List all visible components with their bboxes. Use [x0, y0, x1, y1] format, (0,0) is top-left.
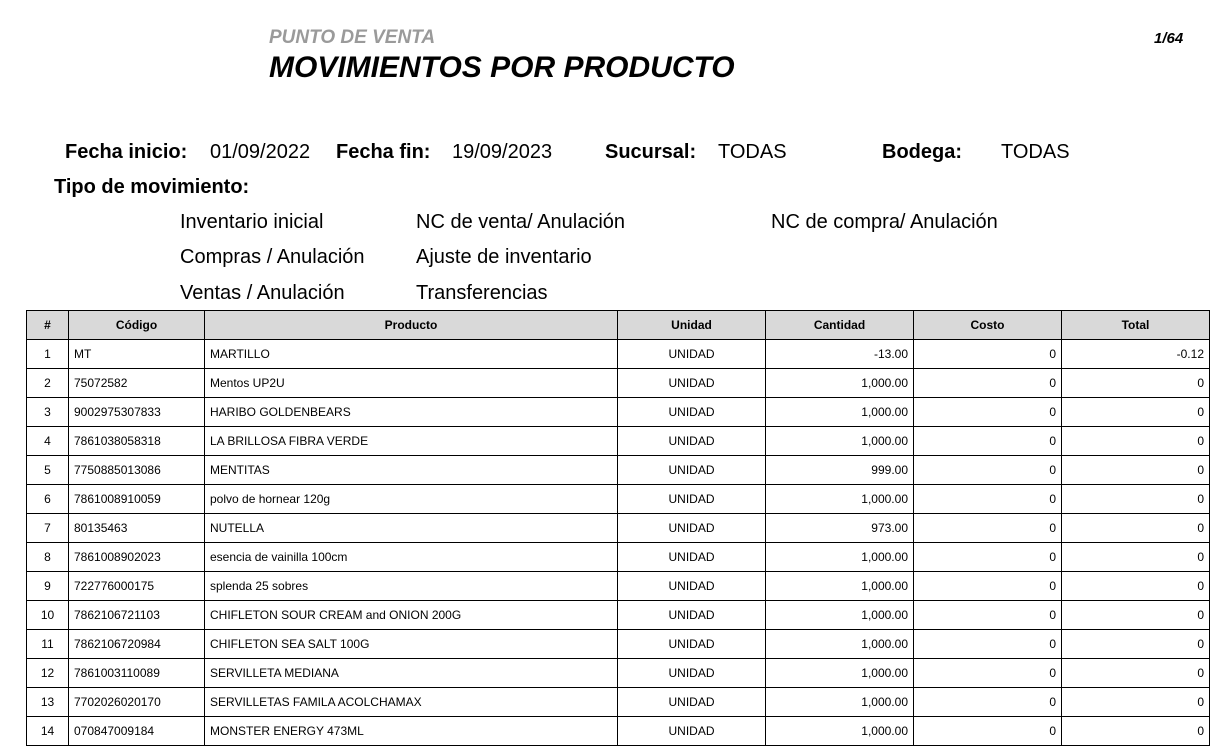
col-header-producto: Producto	[205, 311, 618, 340]
cell-unidad: UNIDAD	[618, 630, 766, 659]
table-body	[27, 340, 1210, 746]
fecha-inicio-label: Fecha inicio:	[65, 141, 188, 163]
cell-unidad: UNIDAD	[618, 688, 766, 717]
cell-costo: 0	[914, 717, 1062, 746]
col-header-num: #	[27, 311, 69, 340]
table-row	[27, 514, 1210, 543]
tipo-ajuste-inventario: Ajuste de inventario	[416, 246, 592, 268]
cell-unidad: UNIDAD	[618, 543, 766, 572]
fecha-fin-value: 19/09/2023	[452, 141, 553, 163]
table-row	[27, 630, 1210, 659]
bodega-label: Bodega:	[882, 141, 962, 163]
cell-total: 0	[1062, 717, 1210, 746]
cell-cantidad: 1,000.00	[766, 630, 914, 659]
report-title: MOVIMIENTOS POR PRODUCTO	[269, 51, 735, 84]
cell-total: 0	[1062, 456, 1210, 485]
cell-cantidad: 1,000.00	[766, 572, 914, 601]
cell-producto: splenda 25 sobres	[205, 572, 618, 601]
cell-cantidad: 1,000.00	[766, 688, 914, 717]
cell-cantidad: 1,000.00	[766, 659, 914, 688]
cell-costo: 0	[914, 456, 1062, 485]
cell-cantidad: 1,000.00	[766, 485, 914, 514]
cell-codigo: 75072582	[69, 369, 205, 398]
cell-num: 7	[27, 514, 69, 543]
cell-cantidad: -13.00	[766, 340, 914, 369]
cell-total: 0	[1062, 543, 1210, 572]
cell-unidad: UNIDAD	[618, 340, 766, 369]
table-row	[27, 427, 1210, 456]
cell-costo: 0	[914, 340, 1062, 369]
table-row	[27, 601, 1210, 630]
col-header-codigo: Código	[69, 311, 205, 340]
cell-producto: SERVILLETAS FAMILA ACOLCHAMAX	[205, 688, 618, 717]
cell-costo: 0	[914, 630, 1062, 659]
cell-costo: 0	[914, 369, 1062, 398]
cell-costo: 0	[914, 514, 1062, 543]
cell-cantidad: 1,000.00	[766, 543, 914, 572]
cell-num: 4	[27, 427, 69, 456]
fecha-inicio-value: 01/09/2022	[210, 141, 311, 163]
table-row	[27, 572, 1210, 601]
fecha-fin-label: Fecha fin:	[336, 141, 431, 163]
cell-codigo: 7702026020170	[69, 688, 205, 717]
cell-total: 0	[1062, 369, 1210, 398]
cell-costo: 0	[914, 688, 1062, 717]
cell-cantidad: 1,000.00	[766, 717, 914, 746]
page-number: 1/64	[1154, 30, 1184, 47]
cell-total: 0	[1062, 630, 1210, 659]
cell-unidad: UNIDAD	[618, 659, 766, 688]
cell-unidad: UNIDAD	[618, 572, 766, 601]
table-row	[27, 688, 1210, 717]
cell-codigo: 070847009184	[69, 717, 205, 746]
sucursal-label: Sucursal:	[605, 141, 697, 163]
table-row	[27, 398, 1210, 427]
cell-costo: 0	[914, 485, 1062, 514]
cell-total: 0	[1062, 601, 1210, 630]
cell-cantidad: 1,000.00	[766, 601, 914, 630]
col-header-total: Total	[1062, 311, 1210, 340]
tipo-inventario-inicial: Inventario inicial	[180, 211, 324, 233]
cell-producto: esencia de vainilla 100cm	[205, 543, 618, 572]
cell-num: 12	[27, 659, 69, 688]
table-row	[27, 369, 1210, 398]
cell-producto: CHIFLETON SEA SALT 100G	[205, 630, 618, 659]
cell-codigo: 7862106721103	[69, 601, 205, 630]
tipo-nc-compra: NC de compra/ Anulación	[771, 211, 998, 233]
col-header-cantidad: Cantidad	[766, 311, 914, 340]
cell-costo: 0	[914, 659, 1062, 688]
cell-codigo: 7861008902023	[69, 543, 205, 572]
cell-unidad: UNIDAD	[618, 456, 766, 485]
cell-num: 1	[27, 340, 69, 369]
cell-num: 13	[27, 688, 69, 717]
col-header-costo: Costo	[914, 311, 1062, 340]
cell-unidad: UNIDAD	[618, 514, 766, 543]
cell-cantidad: 973.00	[766, 514, 914, 543]
cell-codigo: 7861008910059	[69, 485, 205, 514]
cell-unidad: UNIDAD	[618, 717, 766, 746]
cell-producto: NUTELLA	[205, 514, 618, 543]
cell-costo: 0	[914, 543, 1062, 572]
cell-codigo: 7862106720984	[69, 630, 205, 659]
cell-codigo: 7861038058318	[69, 427, 205, 456]
cell-producto: polvo de hornear 120g	[205, 485, 618, 514]
table-row	[27, 340, 1210, 369]
cell-costo: 0	[914, 572, 1062, 601]
cell-num: 14	[27, 717, 69, 746]
cell-total: 0	[1062, 659, 1210, 688]
cell-total: 0	[1062, 688, 1210, 717]
cell-num: 8	[27, 543, 69, 572]
cell-producto: SERVILLETA MEDIANA	[205, 659, 618, 688]
table-header-row	[27, 311, 1210, 340]
cell-producto: MONSTER ENERGY 473ML	[205, 717, 618, 746]
cell-cantidad: 1,000.00	[766, 369, 914, 398]
report-subtitle: PUNTO DE VENTA	[269, 27, 436, 48]
cell-num: 5	[27, 456, 69, 485]
tipo-movimiento-label: Tipo de movimiento:	[54, 176, 250, 198]
cell-codigo: 722776000175	[69, 572, 205, 601]
cell-costo: 0	[914, 427, 1062, 456]
movements-table	[26, 310, 1210, 746]
cell-total: 0	[1062, 514, 1210, 543]
cell-cantidad: 999.00	[766, 456, 914, 485]
cell-total: 0	[1062, 398, 1210, 427]
cell-total: -0.12	[1062, 340, 1210, 369]
cell-codigo: 9002975307833	[69, 398, 205, 427]
cell-cantidad: 1,000.00	[766, 427, 914, 456]
cell-num: 11	[27, 630, 69, 659]
col-header-unidad: Unidad	[618, 311, 766, 340]
cell-num: 3	[27, 398, 69, 427]
cell-producto: HARIBO GOLDENBEARS	[205, 398, 618, 427]
cell-producto: CHIFLETON SOUR CREAM and ONION 200G	[205, 601, 618, 630]
cell-cantidad: 1,000.00	[766, 398, 914, 427]
cell-producto: Mentos UP2U	[205, 369, 618, 398]
cell-unidad: UNIDAD	[618, 369, 766, 398]
cell-total: 0	[1062, 485, 1210, 514]
bodega-value: TODAS	[1001, 141, 1070, 163]
cell-unidad: UNIDAD	[618, 427, 766, 456]
cell-total: 0	[1062, 427, 1210, 456]
cell-producto: MENTITAS	[205, 456, 618, 485]
cell-num: 10	[27, 601, 69, 630]
cell-codigo: 7861003110089	[69, 659, 205, 688]
cell-codigo: 7750885013086	[69, 456, 205, 485]
cell-num: 6	[27, 485, 69, 514]
table-row	[27, 717, 1210, 746]
cell-unidad: UNIDAD	[618, 398, 766, 427]
sucursal-value: TODAS	[718, 141, 787, 163]
tipo-nc-venta: NC de venta/ Anulación	[416, 211, 626, 233]
table-row	[27, 456, 1210, 485]
tipo-transferencias: Transferencias	[416, 282, 548, 304]
cell-costo: 0	[914, 398, 1062, 427]
tipo-compras: Compras / Anulación	[180, 246, 365, 268]
cell-unidad: UNIDAD	[618, 601, 766, 630]
cell-codigo: 80135463	[69, 514, 205, 543]
cell-num: 9	[27, 572, 69, 601]
table-row	[27, 659, 1210, 688]
cell-unidad: UNIDAD	[618, 485, 766, 514]
cell-producto: LA BRILLOSA FIBRA VERDE	[205, 427, 618, 456]
cell-costo: 0	[914, 601, 1062, 630]
tipo-ventas: Ventas / Anulación	[180, 282, 345, 304]
table-row	[27, 485, 1210, 514]
cell-num: 2	[27, 369, 69, 398]
cell-total: 0	[1062, 572, 1210, 601]
cell-codigo: MT	[69, 340, 205, 369]
cell-producto: MARTILLO	[205, 340, 618, 369]
table-row	[27, 543, 1210, 572]
